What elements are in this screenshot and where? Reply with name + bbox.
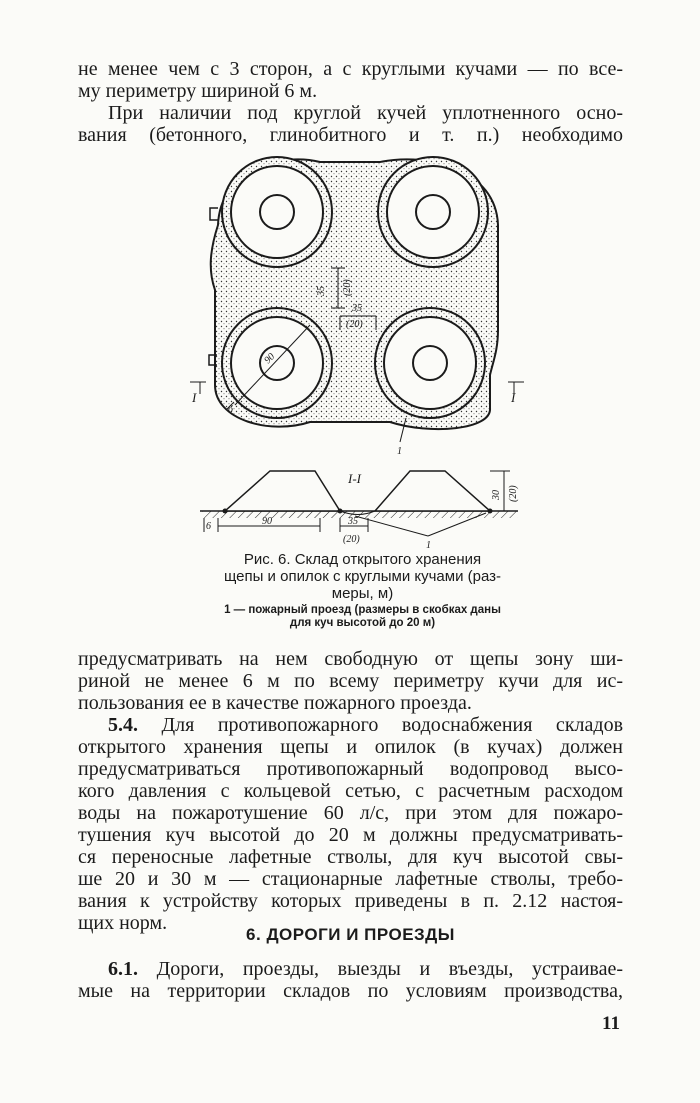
section-title: I-I bbox=[348, 471, 361, 486]
text-line: мые на территории складов по условиям производства, bbox=[78, 980, 623, 1002]
text-line: ся переносные лафетные стволы, для куч высотой свы- bbox=[78, 846, 623, 868]
section-dim-20: (20) bbox=[343, 534, 360, 545]
text-line bbox=[108, 958, 623, 980]
text-line: щих норм. bbox=[78, 912, 168, 934]
section-number: 5.4. bbox=[108, 714, 138, 736]
section-mark-left: I bbox=[192, 390, 197, 405]
text-line: предусматривать на нем свободную от щепы зону ши- bbox=[78, 648, 623, 670]
text-line: му периметру шириной 6 м. bbox=[78, 80, 318, 102]
text-line bbox=[108, 714, 623, 736]
text-line: риной не менее 6 м по всему периметру кучи для ис- bbox=[78, 670, 623, 692]
dim-6-ring: 6 bbox=[228, 404, 233, 415]
caption-title-line: меры, м) bbox=[331, 585, 394, 602]
text-line: вания к устройству которых приведены в п. 2.12 настоя- bbox=[78, 890, 623, 912]
section-height-20: (20) bbox=[508, 485, 519, 502]
text-line: воды на пожаротушение 60 л/с, при этом для пожаро- bbox=[78, 802, 623, 824]
pile-top-right bbox=[378, 157, 488, 267]
text-line: пользования ее в качестве пожарного проезда. bbox=[78, 692, 472, 714]
text-line: При наличии под круглой кучей уплотненного осно- bbox=[108, 102, 623, 124]
dim-90-diameter: 90 bbox=[262, 351, 278, 367]
pile-top-left bbox=[222, 157, 332, 267]
section-dim-90: 90 bbox=[262, 516, 272, 527]
text-line: кого давления с кольцевой сетью, с расчетным расходом bbox=[78, 780, 623, 802]
dim-35-vertical: 35 bbox=[316, 286, 327, 296]
text-line: предусматриваться противопожарный водопровод высо- bbox=[78, 758, 623, 780]
section-dim-35: 35 bbox=[348, 516, 358, 527]
section-mark-right: I bbox=[511, 390, 516, 405]
page-number: 11 bbox=[602, 1013, 620, 1034]
text-line: вания (бетонного, глинобитного и т. п.) необходимо bbox=[78, 124, 623, 146]
figure-drawing bbox=[190, 150, 530, 550]
section-dim-6: 6 bbox=[206, 521, 211, 532]
label-fire-road: 1 bbox=[397, 446, 402, 457]
pile-bottom-right bbox=[375, 308, 485, 418]
caption-note-line: для куч высотой до 20 м) bbox=[289, 617, 436, 629]
caption-note-line: 1 — пожарный проезд (размеры в скобках даны bbox=[224, 604, 501, 616]
caption-title-line: щепы и опилок с круглыми кучами (раз- bbox=[223, 568, 502, 585]
figure-warehouse-layout bbox=[190, 150, 530, 550]
text-span: Для противопожарного водоснабжения складов bbox=[161, 714, 624, 736]
text-line: не менее чем с 3 сторон, а с круглыми кучами — по все- bbox=[78, 58, 623, 80]
dim-20-vertical: (20) bbox=[342, 279, 353, 296]
section-label-fire-road: 1 bbox=[426, 540, 431, 550]
caption-title-line: Рис. 6. Склад открытого хранения bbox=[243, 551, 482, 568]
text-span: Дороги, проезды, выезды и въезды, устраивае- bbox=[156, 958, 624, 980]
section-number: 6.1. bbox=[108, 958, 138, 980]
dim-35-horizontal: 35 bbox=[352, 303, 362, 314]
section-heading: 6. ДОРОГИ И ПРОЕЗДЫ bbox=[246, 925, 455, 944]
dim-20-horizontal: (20) bbox=[346, 319, 363, 330]
section-height-30: 30 bbox=[491, 490, 502, 500]
text-line: тушения куч высотой до 20 м должны предусматривать- bbox=[78, 824, 623, 846]
text-line: ше 20 и 30 м — стационарные лафетные стволы, требо- bbox=[78, 868, 623, 890]
text-line: открытого хранения щепы и опилок (в кучах) должен bbox=[78, 736, 623, 758]
